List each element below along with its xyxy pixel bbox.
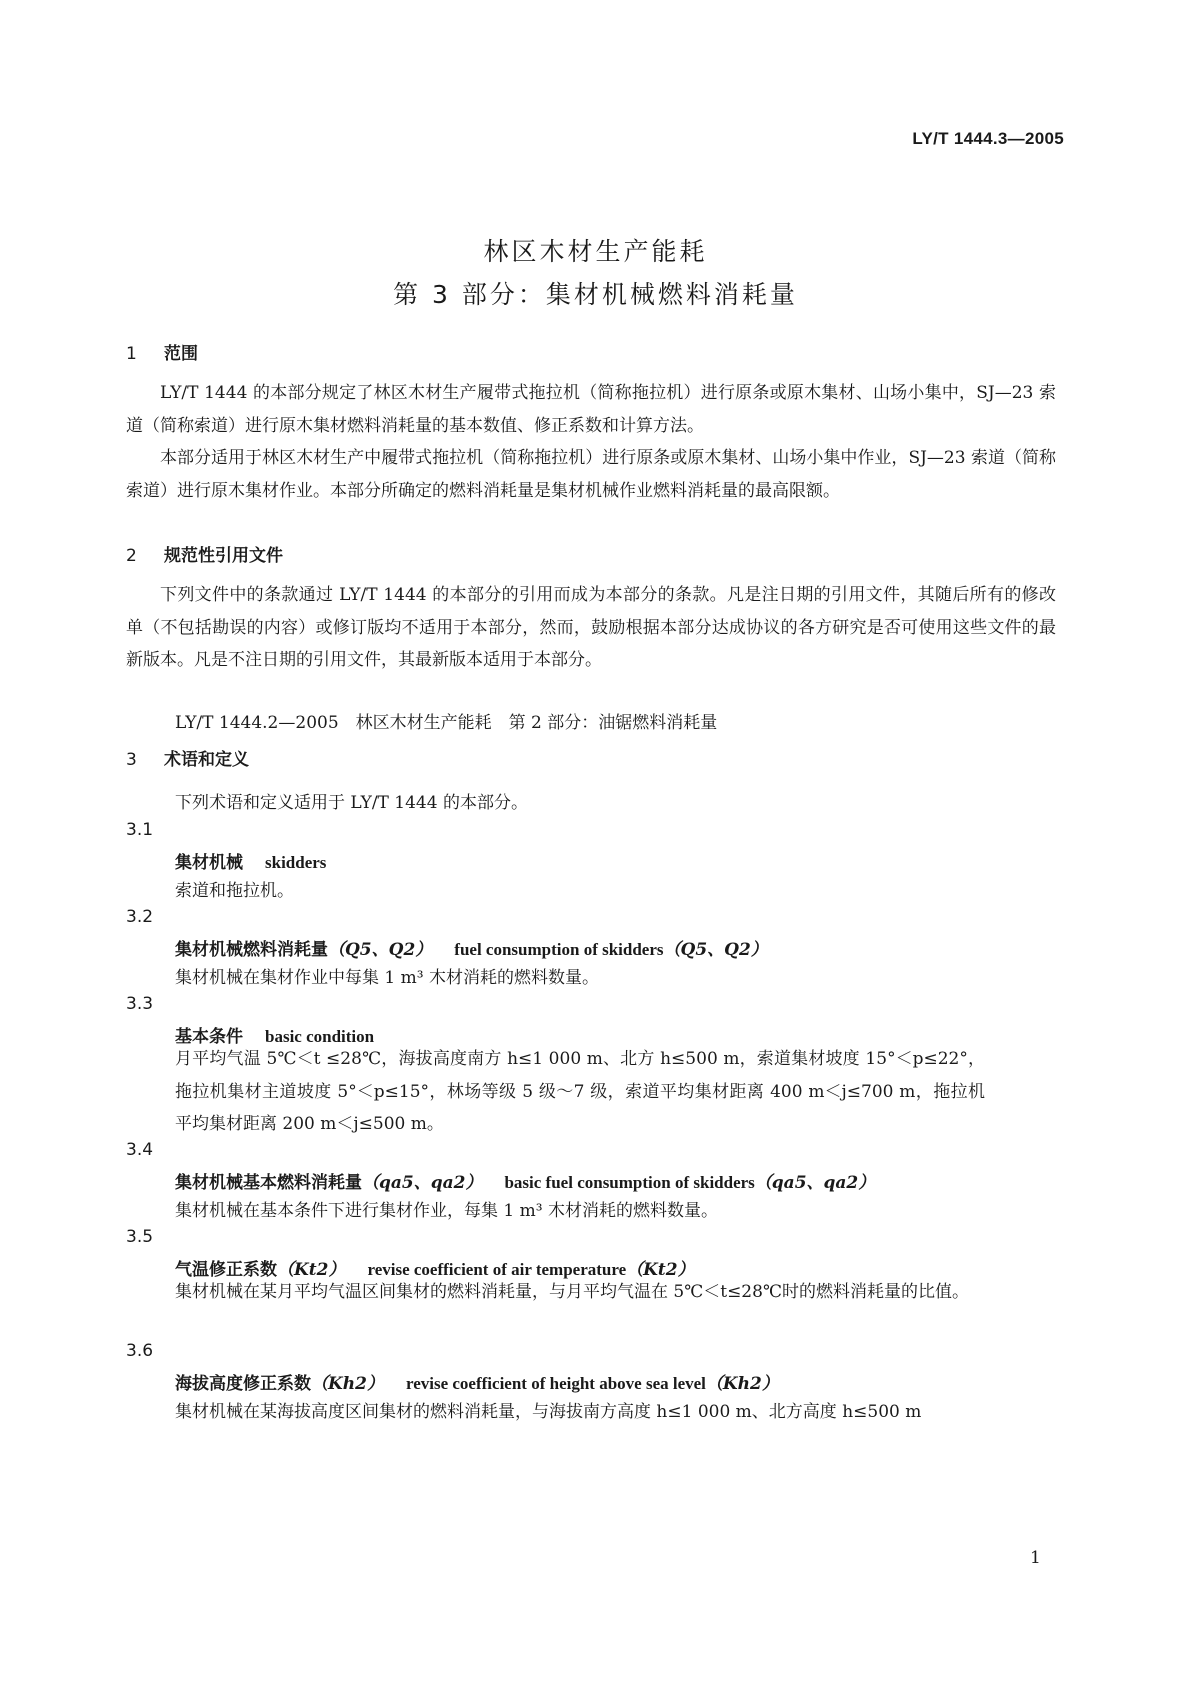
scope-paragraph-1: LY/T 1444 的本部分规定了林区木材生产履带式拖拉机（简称拖拉机）进行原条或原木集材、山场小集中，SJ—23 索道（简称索道）进行原木集材燃料消耗量的基本数值、修正系数和计算方法。 [126,383,1056,436]
section-title: 术语和定义 [164,750,249,770]
term-symbol: （Kh2） [311,1374,384,1394]
section-title: 规范性引用文件 [164,546,283,566]
term-definition: 索道和拖拉机。 [175,881,294,901]
term-english: revise coefficient of air temperature [367,1260,627,1279]
section-heading-normative-references [126,541,283,566]
term-chinese: 基本条件 [175,1027,243,1047]
term-symbol: （qa5、qa2） [362,1173,483,1193]
term-english: basic condition [265,1027,375,1046]
clause-number: 3.2 [126,907,154,927]
term-chinese: 海拔高度修正系数 [175,1374,311,1394]
page-number: 1 [1030,1548,1041,1568]
section-heading-terms [126,745,249,770]
term-english: skidders [265,853,327,872]
term-chinese: 集材机械 [175,853,243,873]
term-symbol-en: （Q5、Q2） [663,940,768,960]
scope-paragraph-2: 本部分适用于林区木材生产中履带式拖拉机（简称拖拉机）进行原条或原木集材、山场小集中作业，SJ—23 索道（简称索道）进行原木集材作业。本部分所确定的燃料消耗量是集材机械作业燃料消耗量的最高限额。 [126,448,1056,501]
document-title: 林区木材生产能耗 [483,237,708,266]
term-entry [175,935,768,960]
term-symbol: （Q5、Q2） [328,940,433,960]
document-subtitle: 第 3 部分：集材机械燃料消耗量 [393,280,798,309]
term-english: fuel consumption of skidders [454,940,664,959]
term-symbol-en: （Kh2） [705,1374,779,1394]
term-definition: 月平均气温 5℃＜t ≤28℃，海拔高度南方 h≤1 000 m、北方 h≤500 m，索道集材坡度 15°＜p≤22°，拖拉机集材主道坡度 5°＜p≤15°，林场等级 5 级～7 级，索道平均集材距离 400 m＜j≤700 m，拖拉机平均集材距离 200 m＜j≤500 m。 [175,1049,985,1135]
standard-code: LY/T 1444.3—2005 [912,129,1064,148]
term-entry [175,1369,779,1394]
terms-intro: 下列术语和定义适用于 LY/T 1444 的本部分。 [175,793,528,813]
term-chinese: 气温修正系数 [175,1260,277,1280]
reference-entry: LY/T 1444.2—2005 林区木材生产能耗 第 2 部分：油锯燃料消耗量 [175,713,718,733]
term-definition: 集材机械在某月平均气温区间集材的燃料消耗量，与月平均气温在 5℃＜t≤28℃时的燃料消耗量的比值。 [175,1282,969,1302]
clause-number: 3.1 [126,820,154,840]
section-heading-scope [126,339,198,364]
section-number: 3 [126,750,137,770]
term-definition: 集材机械在集材作业中每集 1 m³ 木材消耗的燃料数量。 [175,968,599,988]
references-paragraph: 下列文件中的条款通过 LY/T 1444 的本部分的引用而成为本部分的条款。凡是注日期的引用文件，其随后所有的修改单（不包括勘误的内容）或修订版均不适用于本部分，然而，鼓励根据本部分达成协议的各方研究是否可使用这些文件的最新版本。凡是不注日期的引用文件，其最新版本适用于本部分。 [126,585,1056,671]
clause-number: 3.6 [126,1341,154,1361]
clause-number: 3.3 [126,994,154,1014]
clause-number: 3.4 [126,1140,154,1160]
term-symbol-en: （Kt2） [626,1260,695,1280]
term-english: basic fuel consumption of skidders [504,1173,755,1192]
term-entry [175,848,326,873]
term-definition: 集材机械在某海拔高度区间集材的燃料消耗量，与海拔南方高度 h≤1 000 m、北方高度 h≤500 m [175,1402,922,1422]
clause-number: 3.5 [126,1227,154,1247]
term-definition: 集材机械在基本条件下进行集材作业，每集 1 m³ 木材消耗的燃料数量。 [175,1201,718,1221]
term-english: revise coefficient of height above sea level [405,1374,706,1393]
term-symbol-en: （qa5、qa2） [754,1173,876,1193]
section-number: 2 [126,546,137,566]
section-number: 1 [126,344,137,364]
section-title: 范围 [164,344,198,364]
term-symbol: （Kt2） [277,1260,346,1280]
term-entry [175,1168,875,1193]
term-chinese: 集材机械燃料消耗量 [175,940,328,960]
term-chinese: 集材机械基本燃料消耗量 [175,1173,362,1193]
